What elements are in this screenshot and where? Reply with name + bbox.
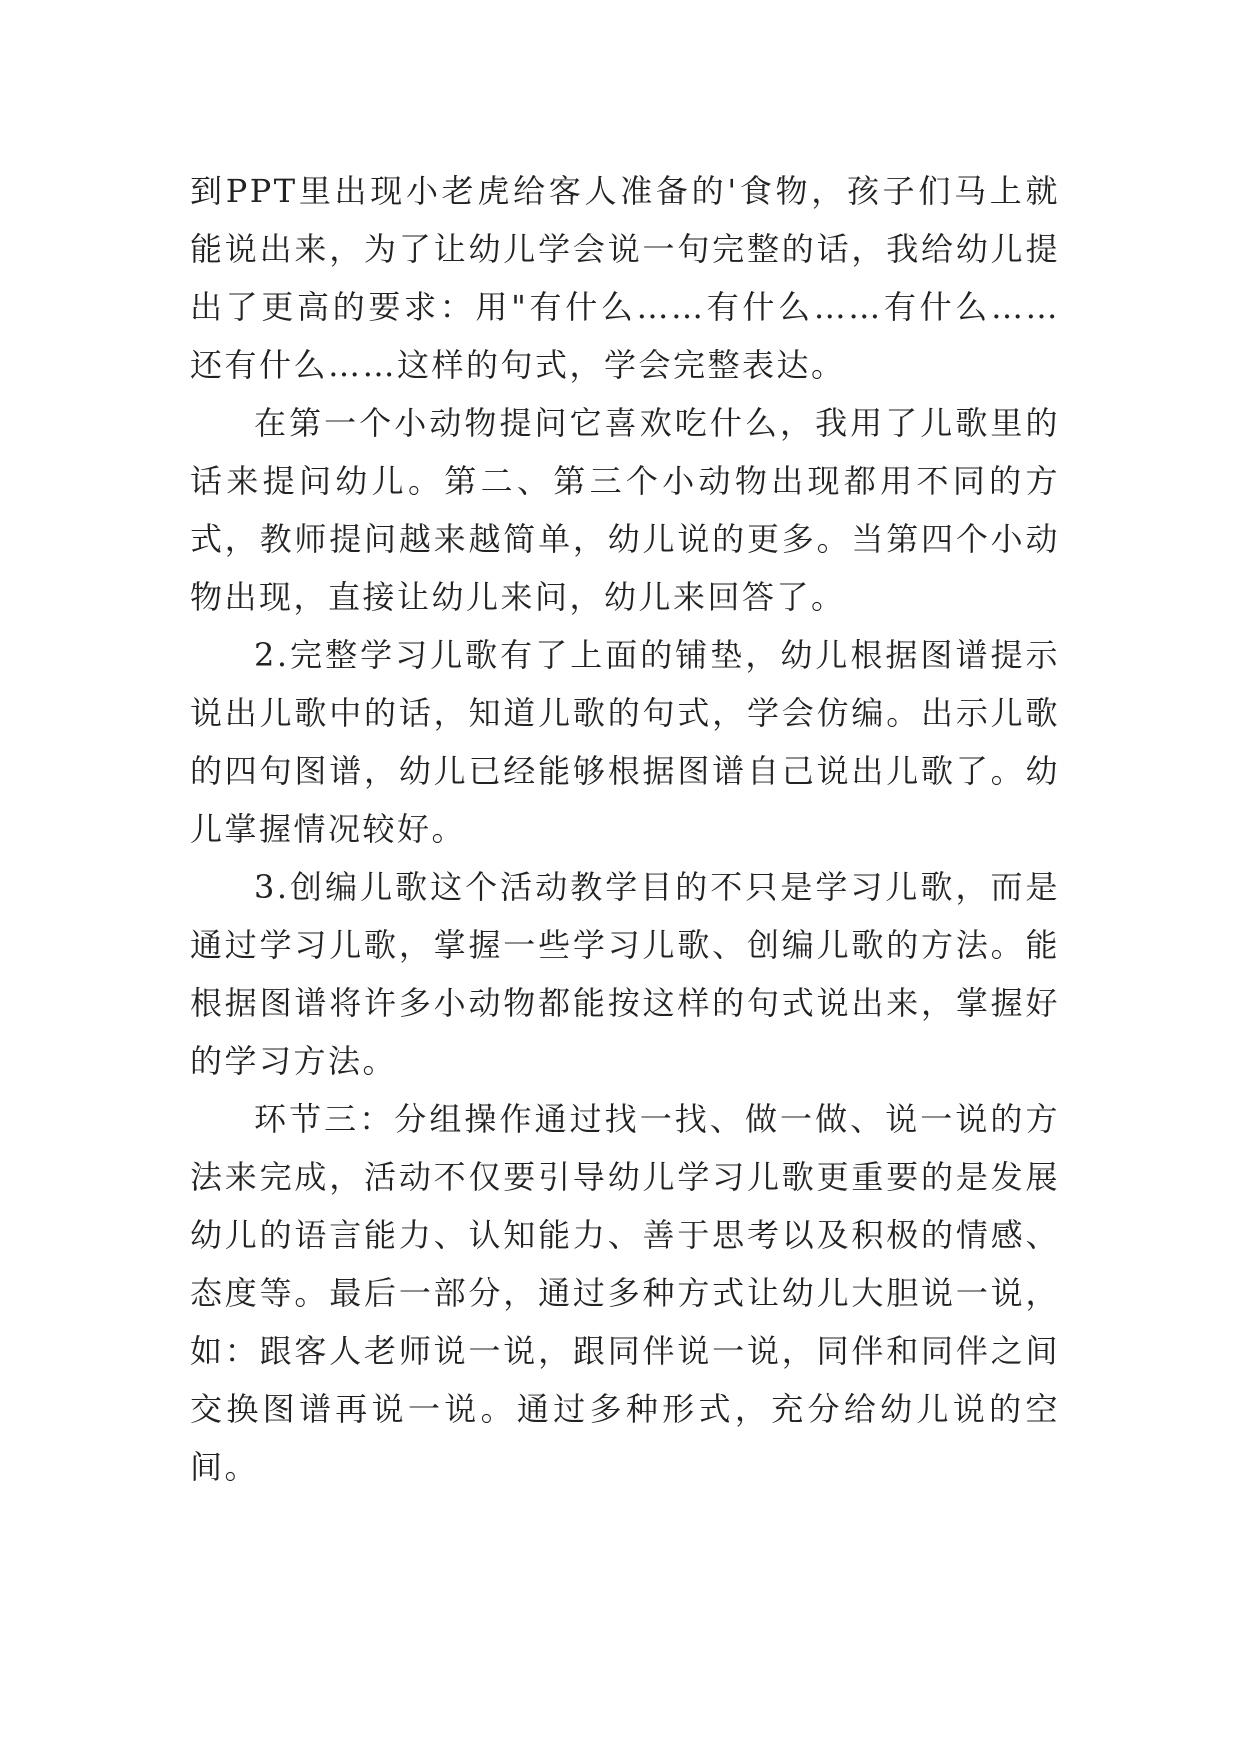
document-body xyxy=(190,162,1060,1496)
paragraph-4: 3.创编儿歌这个活动教学目的不只是学习儿歌，而是通过学习儿歌，掌握一些学习儿歌、创编儿歌的方法。能根据图谱将许多小动物都能按这样的句式说出来，掌握好的学习方法。 xyxy=(190,868,1060,1080)
paragraph-5: 环节三：分组操作通过找一找、做一做、说一说的方法来完成，活动不仅要引导幼儿学习儿歌更重要的是发展幼儿的语言能力、认知能力、善于思考以及积极的情感、态度等。最后一部分，通过多种方式让幼儿大胆说一说，如：跟客人老师说一说，跟同伴说一说，同伴和同伴之间交换图谱再说一说。通过多种形式，充分给幼儿说的空间。 xyxy=(190,1100,1060,1486)
paragraph-3: 2.完整学习儿歌有了上面的铺垫，幼儿根据图谱提示说出儿歌中的话，知道儿歌的句式，学会仿编。出示儿歌的四句图谱，幼儿已经能够根据图谱自己说出儿歌了。幼儿掌握情况较好。 xyxy=(190,636,1060,848)
paragraph-2: 在第一个小动物提问它喜欢吃什么，我用了儿歌里的话来提问幼儿。第二、第三个小动物出现都用不同的方式，教师提问越来越简单，幼儿说的更多。当第四个小动物出现，直接让幼儿来问，幼儿来回答了。 xyxy=(190,404,1060,616)
paragraph-1: 到PPT里出现小老虎给客人准备的'食物，孩子们马上就能说出来，为了让幼儿学会说一句完整的话，我给幼儿提出了更高的要求：用"有什么……有什么……有什么……还有什么……这样的句式，学会完整表达。 xyxy=(190,172,1060,384)
